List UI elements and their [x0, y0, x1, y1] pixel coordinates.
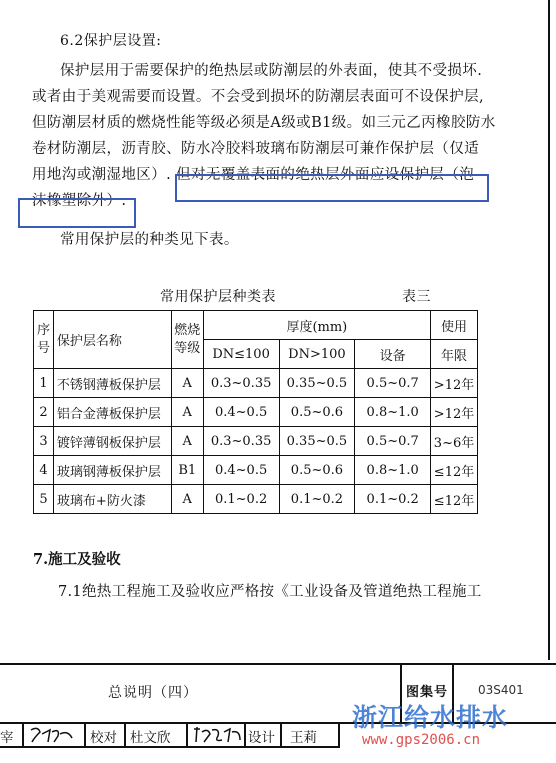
table-row — [34, 456, 478, 485]
header-life-top — [431, 311, 478, 340]
cell-dn-small: 0.4~0.5 — [203, 456, 279, 485]
signature-mark — [28, 724, 76, 746]
cell-grade: A — [171, 398, 203, 427]
footer-atlas-label: 图集号 — [406, 685, 449, 700]
watermark-logo-text: 浙江给水排水 — [352, 703, 509, 732]
table-row — [34, 369, 478, 398]
header-life-text-1: 使用 — [441, 319, 468, 335]
paragraph-line-6: 沫橡塑除外）. — [32, 193, 127, 209]
cell-seq: 2 — [34, 398, 54, 427]
footer-divider — [84, 724, 86, 746]
header-grade — [171, 311, 203, 369]
cell-equipment: 0.5~0.7 — [355, 427, 431, 456]
header-thickness: 厚度(mm) — [203, 311, 430, 340]
header-equipment: 设备 — [355, 340, 431, 369]
page-right-border — [548, 0, 550, 660]
footer-atlas-number: 03S401 — [478, 683, 524, 697]
header-dn-large: DN>100 — [279, 340, 355, 369]
paragraph-line-1: 保护层用于需要保护的绝热层或防潮层的外表面，使其不受损坏. — [60, 63, 483, 79]
cell-dn-small: 0.3~0.35 — [203, 369, 279, 398]
cell-seq: 3 — [34, 427, 54, 456]
paragraph-line-5-part-b: 但对无覆盖表面的绝热层外面应设保护层（泡 — [176, 167, 475, 183]
cell-seq: 4 — [34, 456, 54, 485]
cell-dn-large: 0.5~0.6 — [279, 398, 355, 427]
cell-dn-large: 0.35~0.5 — [279, 369, 355, 398]
footer-rule — [0, 746, 340, 748]
table-intro: 常用保护层的种类见下表。 — [60, 232, 239, 248]
cell-dn-large: 0.35~0.5 — [279, 427, 355, 456]
cell-life: >12年 — [431, 369, 478, 398]
table-caption: 常用保护层种类表 — [160, 289, 276, 305]
cell-seq: 1 — [34, 369, 54, 398]
cell-equipment: 0.1~0.2 — [355, 485, 431, 514]
table-row — [34, 398, 478, 427]
header-dn-small: DN≤100 — [203, 340, 279, 369]
cell-equipment: 0.8~1.0 — [355, 456, 431, 485]
cell-life: ≤12年 — [431, 456, 478, 485]
cell-name: 玻璃布+防火漆 — [53, 485, 171, 514]
cell-name: 玻璃钢薄板保护层 — [53, 456, 171, 485]
cell-name: 镀锌薄钢板保护层 — [53, 427, 171, 456]
header-grade-text: 燃烧 等级 — [174, 322, 201, 356]
table-row — [34, 485, 478, 514]
cell-seq: 5 — [34, 485, 54, 514]
watermark-url: www.gps2006.cn — [362, 732, 481, 748]
footer-cell-checker: 杜文欣 — [130, 730, 171, 746]
footer-divider — [186, 724, 188, 746]
highlight-box-lower — [18, 198, 136, 228]
cell-equipment: 0.8~1.0 — [355, 398, 431, 427]
table-row — [34, 427, 478, 456]
cell-dn-small: 0.4~0.5 — [203, 398, 279, 427]
footer-top-rule — [0, 663, 556, 665]
header-life-text-2: 年限 — [441, 348, 468, 364]
cell-name: 不锈钢薄板保护层 — [53, 369, 171, 398]
section-heading: 6.2保护层设置: — [60, 33, 162, 49]
cell-equipment: 0.5~0.7 — [355, 369, 431, 398]
cell-dn-small: 0.1~0.2 — [203, 485, 279, 514]
paragraph-line-2: 或者由于美观需要而设置。不会受到损坏的防潮层表面可不设保护层, — [32, 89, 485, 105]
cell-grade: A — [171, 369, 203, 398]
footer-divider — [280, 724, 282, 746]
footer-cell-review: 宰 — [0, 730, 14, 746]
cell-grade: A — [171, 485, 203, 514]
footer-title: 总说明（四） — [108, 685, 198, 701]
footer-divider — [22, 724, 24, 746]
footer-cell-check-label: 校对 — [90, 730, 117, 746]
highlight-box-upper — [175, 174, 489, 202]
footer-divider — [244, 724, 246, 746]
footer-divider — [124, 724, 126, 746]
cell-life: >12年 — [431, 398, 478, 427]
footer-cell-design-label: 设计 — [248, 730, 275, 746]
section-7-1-text: 7.1绝热工程施工及验收应严格按《工业设备及管道绝热工程施工 — [58, 584, 482, 600]
cell-dn-large: 0.1~0.2 — [279, 485, 355, 514]
section-7-heading: 7.施工及验收 — [33, 551, 121, 568]
footer-divider — [338, 724, 340, 746]
signature-mark — [190, 724, 244, 746]
header-seq — [34, 311, 54, 369]
cell-grade: B1 — [171, 456, 203, 485]
paragraph-line-4: 卷材防潮层，沥青胶、防水冷胶料玻璃布防潮层可兼作保护层（仅适 — [32, 141, 479, 157]
header-seq-text: 序 号 — [36, 322, 50, 356]
footer-cell-designer: 王莉 — [290, 730, 317, 746]
cell-dn-small: 0.3~0.35 — [203, 427, 279, 456]
cell-life: 3~6年 — [431, 427, 478, 456]
paragraph-line-5-part-a: 用地沟或潮湿地区）. — [32, 167, 172, 183]
cell-dn-large: 0.5~0.6 — [279, 456, 355, 485]
cell-life: ≤12年 — [431, 485, 478, 514]
cell-grade: A — [171, 427, 203, 456]
cell-name: 铝合金薄板保护层 — [53, 398, 171, 427]
protective-layer-table — [33, 310, 478, 514]
header-life-bottom — [431, 340, 478, 369]
paragraph-line-3: 但防潮层材质的燃烧性能等级必须是A级或B1级。如三元乙丙橡胶防水 — [32, 115, 496, 131]
header-name: 保护层名称 — [53, 311, 171, 369]
table-number: 表三 — [402, 289, 431, 305]
